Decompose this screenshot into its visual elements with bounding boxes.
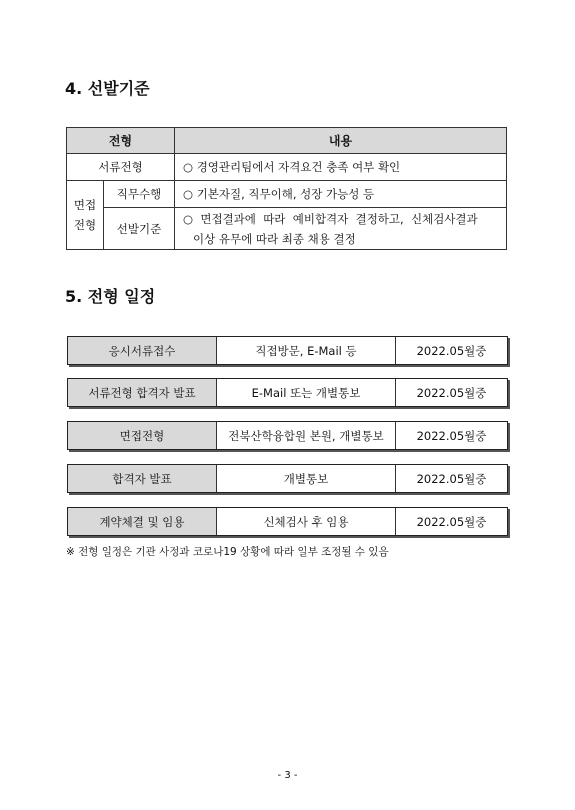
schedule-row bbox=[67, 464, 508, 493]
row-select-content bbox=[175, 208, 507, 250]
row-select-label: 선발기준 bbox=[104, 208, 175, 250]
header-content: 내용 bbox=[175, 128, 507, 154]
schedule-date: 2022.05월중 bbox=[416, 428, 487, 443]
section-4-title: 4. 선발기준 bbox=[65, 79, 150, 98]
schedule-stage: 서류전형 합격자 발표 bbox=[68, 379, 217, 406]
schedule-stage: 응시서류접수 bbox=[68, 337, 217, 364]
row-doc-content: ○ 경영관리팀에서 자격요건 충족 여부 확인 bbox=[175, 154, 507, 181]
schedule-row bbox=[67, 421, 508, 450]
interview-group-label: 면접 전형 bbox=[67, 181, 104, 250]
schedule-method: 직접방문, E-Mail 등 bbox=[217, 337, 396, 364]
schedule-method: 개별통보 bbox=[217, 465, 396, 492]
schedule-method: 신체검사 후 임용 bbox=[217, 508, 396, 535]
schedule-date: 2022.05월중 bbox=[416, 343, 487, 358]
row-doc-label: 서류전형 bbox=[67, 154, 175, 181]
schedule-stage: 계약체결 및 임용 bbox=[68, 508, 217, 535]
section-5-title: 5. 전형 일정 bbox=[65, 287, 156, 306]
schedule-date: 2022.05월중 bbox=[416, 385, 487, 400]
schedule-method: 전북산학융합원 본원, 개별통보 bbox=[217, 422, 396, 449]
header-type: 전형 bbox=[67, 128, 175, 154]
row-select-line2: 이상 유무에 따라 최종 채용 결정 bbox=[193, 231, 356, 246]
row-job-content: ○ 기본자질, 직무이해, 성장 가능성 등 bbox=[175, 181, 507, 208]
row-job-label: 직무수행 bbox=[104, 181, 175, 208]
row-select-line1: ○ 면접결과에 따라 예비합격자 결정하고, 신체검사결과 bbox=[183, 211, 478, 226]
schedule-row bbox=[67, 378, 508, 407]
schedule-note: ※ 전형 일정은 기관 사정과 코로나19 상황에 따라 일부 조정될 수 있음 bbox=[66, 546, 389, 558]
schedule-date: 2022.05월중 bbox=[416, 471, 487, 486]
selection-criteria-table bbox=[66, 127, 507, 250]
schedule-date: 2022.05월중 bbox=[416, 514, 487, 529]
schedule-stage: 면접전형 bbox=[68, 422, 217, 449]
schedule-method: E-Mail 또는 개별통보 bbox=[217, 379, 396, 406]
schedule-row bbox=[67, 507, 508, 536]
schedule-stage: 합격자 발표 bbox=[68, 465, 217, 492]
page-number: - 3 - bbox=[277, 770, 298, 781]
schedule-row bbox=[67, 336, 508, 365]
